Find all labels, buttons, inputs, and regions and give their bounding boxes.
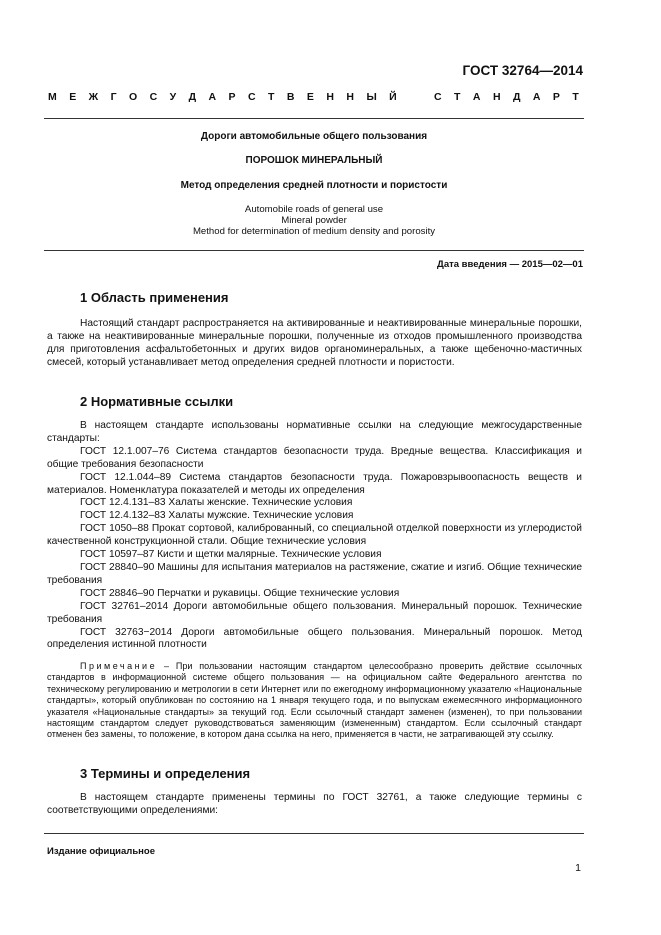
reference-item: ГОСТ 12.4.131–83 Халаты женские. Технические условия: [80, 497, 353, 509]
section-2-heading: 2 Нормативные ссылки: [80, 394, 234, 409]
banner-letter: С: [149, 91, 158, 103]
title-product-en: Mineral powder: [281, 215, 347, 226]
reference-item: ГОСТ 1050–88 Прокат сортовой, калиброванный, со специальной отделкой поверхности из углеродистой качественной конструкционной стали. Общие технические условия: [47, 523, 582, 548]
interstate-standard-banner: [48, 91, 579, 103]
note-text: – При пользовании настоящим стандартом целесообразно проверить действие ссылочных стандартов в информационной системе общего пользования — на официальном сайте Федерального агентства по техническому регулированию и метрологии в сети Интернет или по ежегодному информационному указателю «Национальные стандарты», который опубликован по состоянию на 1 января текущего года, и по выпускам ежемесячного информационного указателя «Национальные стандарты» за текущий год. Если ссылочный стандарт заменен (изменен), то при пользовании настоящим стандартом следует руководствоваться заменяющим (измененным) стандартом. Если ссылочный стандарт отменен без замены, то положение, в котором дана ссылка на него, применяется в части, не затрагивающей эту ссылку.: [47, 661, 582, 740]
title-method-ru: Метод определения средней плотности и пористости: [180, 180, 448, 191]
banner-letter: Ж: [88, 91, 99, 103]
section-3-text: [47, 792, 582, 818]
footer-divider: [44, 833, 584, 834]
title-product-ru: ПОРОШОК МИНЕРАЛЬНЫЙ: [245, 155, 383, 166]
banner-letter: Е: [306, 91, 314, 103]
section-3-paragraph: В настоящем стандарте применены термины по ГОСТ 32761, а также следующие термины с соответствующими определениями:: [47, 792, 582, 816]
normative-references-list: [47, 420, 582, 652]
reference-item: ГОСТ 10597–87 Кисти и щетки малярные. Технические условия: [80, 549, 382, 561]
reference-item: ГОСТ 32761–2014 Дороги автомобильные общего пользования. Минеральный порошок. Технические требования: [47, 600, 582, 625]
reference-item: ГОСТ 32763−2014 Дороги автомобильные общего пользования. Минеральный порошок. Метод определения истинной плотности: [47, 626, 582, 651]
banner-letter: Й: [389, 91, 397, 103]
banner-letter: У: [169, 91, 177, 103]
reference-item: ГОСТ 12.4.132–83 Халаты мужские. Технические условия: [80, 510, 354, 522]
title-divider: [44, 250, 584, 251]
banner-letter: А: [532, 91, 541, 103]
section-1-text: [47, 318, 582, 370]
page-number: 1: [575, 862, 581, 874]
section-3-heading: 3 Термины и определения: [80, 766, 251, 781]
banner-letter: Ы: [366, 91, 377, 103]
official-edition-label: Издание официальное: [47, 846, 155, 857]
banner-letter: Р: [228, 91, 236, 103]
banner-letter: Г: [110, 91, 117, 103]
banner-letter: Е: [69, 91, 77, 103]
section-1-heading: 1 Область применения: [80, 290, 229, 305]
title-series-en: Automobile roads of general use: [244, 204, 384, 215]
banner-letter: С: [248, 91, 256, 103]
banner-letter: Н: [492, 91, 501, 103]
reference-item: ГОСТ 28840–90 Машины для испытания материалов на растяжение, сжатие и изгиб. Общие технические требования: [47, 561, 582, 586]
banner-letter: Н: [326, 91, 334, 103]
banner-letter: В: [286, 91, 295, 103]
references-note: [47, 661, 582, 741]
banner-letter: Д: [188, 91, 197, 103]
banner-letter: Т: [268, 91, 275, 103]
banner-letter: О: [128, 91, 138, 103]
title-method-en: Method for determination of medium density and porosity: [192, 226, 436, 237]
banner-letter: Т: [572, 91, 579, 103]
reference-item: ГОСТ 12.1.007–76 Система стандартов безопасности труда. Вредные вещества. Классификация и общие требования безопасности: [47, 445, 582, 470]
reference-item: ГОСТ 12.1.044–89 Система стандартов безопасности труда. Пожаровзрывоопасность веществ и материалов. Номенклатура показателей и методы их определения: [47, 471, 582, 496]
note-label: Примечание: [80, 661, 158, 671]
introduction-date: Дата введения — 2015—02—01: [437, 259, 583, 270]
banner-letter: Д: [512, 91, 521, 103]
banner-letter: М: [48, 91, 57, 103]
title-series-ru: Дороги автомобильные общего пользования: [200, 131, 428, 142]
banner-letter: Р: [552, 91, 560, 103]
document-code: ГОСТ 32764—2014: [462, 63, 583, 78]
banner-letter: А: [472, 91, 481, 103]
references-intro: В настоящем стандарте использованы нормативные ссылки на следующие межгосударственные стандарты:: [47, 420, 582, 444]
banner-letter: С: [434, 91, 442, 103]
reference-item: ГОСТ 28846–90 Перчатки и рукавицы. Общие технические условия: [80, 587, 400, 599]
top-divider: [44, 118, 584, 119]
banner-letter: Н: [346, 91, 354, 103]
banner-letter: А: [208, 91, 217, 103]
banner-letter: Т: [454, 91, 461, 103]
section-1-paragraph: Настоящий стандарт распространяется на активированные и неактивированные минеральные порошки, а также на неактивированные минеральные порошки, полученные из отходов промышленного производства для приготовления асфальтобетонных и других видов органоминеральных, а также щебеночно-мастичных смесей, который устанавливает метод определения средней плотности и пористости.: [47, 318, 582, 368]
